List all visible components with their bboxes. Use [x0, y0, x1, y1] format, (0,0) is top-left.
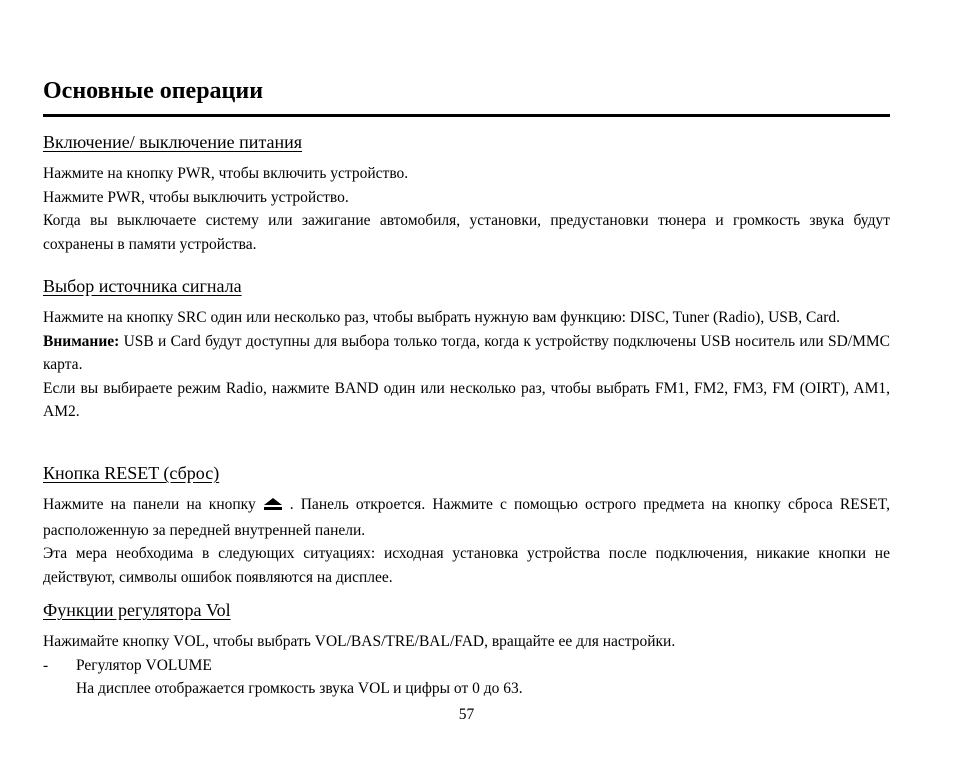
section-heading-source: Выбор источника сигнала: [43, 276, 242, 296]
power-paragraph-2: Нажмите PWR, чтобы выключить устройство.: [43, 188, 349, 206]
page-number: 57: [458, 706, 475, 723]
list-item: [43, 654, 890, 701]
power-paragraph-3: Когда вы выключаете систему или зажигание автомобиля, установки, предустановки тюнера и громкость звука будут сохранены в памяти устройства.: [43, 212, 890, 253]
list-item-text: На дисплее отображается громкость звука VOL и цифры от 0 до 63.: [76, 680, 523, 697]
source-paragraph-3: Если вы выбираете режим Radio, нажмите BAND один или несколько раз, чтобы выбрать FM1, FM2, FM3, FM (OIRT), AM1, AM2.: [43, 379, 890, 420]
section-heading-reset: Кнопка RESET (сброс): [43, 463, 220, 483]
note-label: Внимание:: [43, 332, 120, 350]
title-rule: [43, 114, 890, 117]
reset-text-before: Нажмите на панели на кнопку: [43, 496, 256, 513]
section-power: [43, 131, 890, 256]
reset-text-after: . Панель откроется. Нажмите с помощью острого предмета на кнопку сброса RESET, расположенную за передней внутренней панели.: [43, 496, 891, 539]
section-reset: [43, 462, 890, 589]
note-text: USB и Card будут доступны для выбора только тогда, когда к устройству подключены USB носитель или SD/MMC карта.: [43, 332, 890, 373]
list-dash: -: [43, 656, 49, 674]
power-paragraph-1: Нажмите на кнопку PWR, чтобы включить устройство.: [43, 165, 409, 182]
eject-icon: [262, 495, 284, 519]
reset-paragraph-2: Эта мера необходима в следующих ситуациях: исходная установка устройства после подключения, никакие кнопки не действуют, символы ошибок появляются на дисплее.: [43, 545, 890, 586]
page-title: Основные операции: [43, 78, 264, 104]
section-source: [43, 275, 890, 424]
section-heading-power: Включение/ выключение питания: [43, 132, 303, 152]
section-heading-vol: Функции регулятора Vol: [43, 600, 231, 620]
section-vol: [43, 599, 890, 701]
source-note: [43, 330, 890, 377]
list-item-title: Регулятор VOLUME: [76, 656, 212, 674]
vol-paragraph-1: Нажимайте кнопку VOL, чтобы выбрать VOL/BAS/TRE/BAL/FAD, вращайте ее для настройки.: [43, 633, 676, 650]
source-paragraph-1: Нажмите на кнопку SRC один или несколько раз, чтобы выбрать нужную вам функцию: DISC, Tuner (Radio), USB, Card.: [43, 309, 840, 326]
reset-paragraph-1: [43, 493, 890, 542]
